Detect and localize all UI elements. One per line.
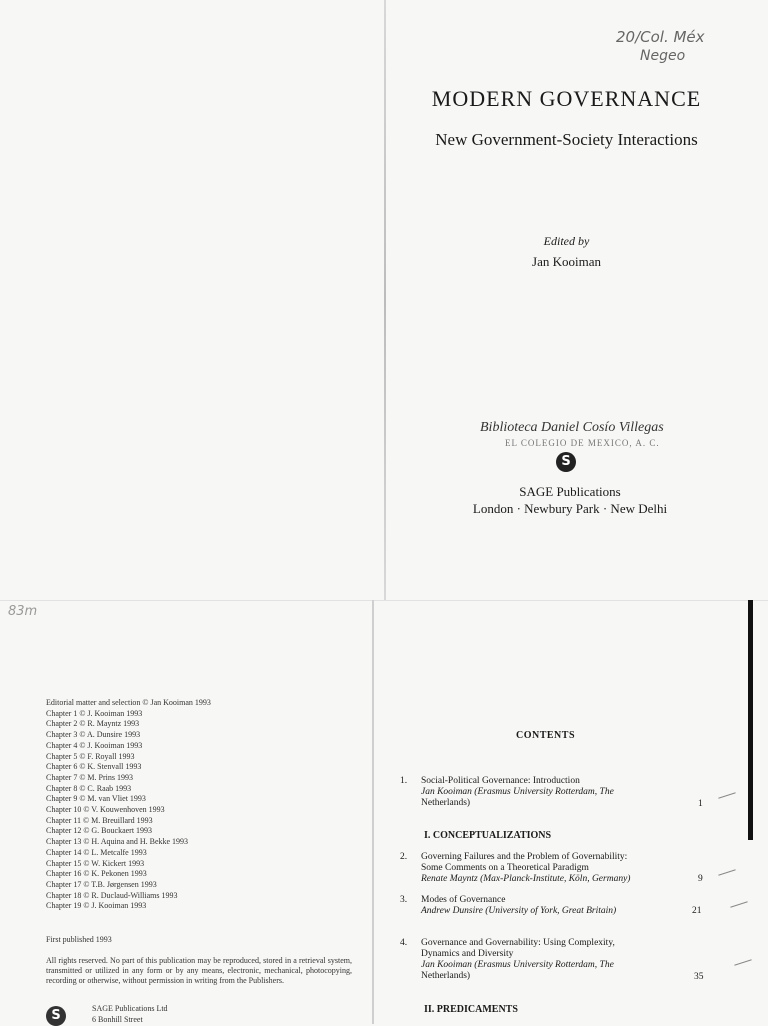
entry-4[interactable] xyxy=(421,938,615,982)
copyright-line: Chapter 16 © K. Pekonen 1993 xyxy=(46,869,147,879)
entry-3-page: 21 xyxy=(692,906,702,916)
editor-name: Jan Kooiman xyxy=(532,254,601,269)
handwritten-note: 83m xyxy=(8,604,38,619)
first-published: First published 1993 xyxy=(46,935,112,944)
pencil-mark xyxy=(734,959,751,966)
pencil-mark xyxy=(718,792,735,799)
copyright-line: Chapter 15 © W. Kickert 1993 xyxy=(46,858,145,868)
copyright-line: Chapter 4 © J. Kooiman 1993 xyxy=(46,740,143,750)
copyright-line: Chapter 1 © J. Kooiman 1993 xyxy=(46,708,143,718)
entry-4-title: Governance and Governability: Using Complexity, xyxy=(421,938,615,948)
book-spine-bottom xyxy=(372,600,374,1024)
copyright-line: Chapter 5 © F. Royall 1993 xyxy=(46,751,135,761)
publisher-cities: London · Newbury Park · New Delhi xyxy=(472,501,668,516)
copyright-line: Chapter 14 © L. Metcalfe 1993 xyxy=(46,847,147,857)
copyright-line: Chapter 13 © H. Aquina and H. Bekke 1993 xyxy=(46,837,189,847)
pencil-mark xyxy=(718,869,735,876)
rights-notice: All rights reserved. No part of this publication may be reproduced, stored in a retrieval system, transmitted or utilized in any form or by any means, electronic, mechanical, photocopying, recording or otherwise, without permission in writing from the Publishers. xyxy=(46,956,352,985)
entry-4-number: 4. xyxy=(400,938,408,948)
publisher-address-line2: 6 Bonhill Street xyxy=(92,1015,143,1024)
page-edge-shadow xyxy=(748,600,753,840)
publisher-name: SAGE Publications xyxy=(519,484,621,499)
copyright-line: Chapter 18 © R. Duclaud-Williams 1993 xyxy=(46,890,178,900)
entry-3-number: 3. xyxy=(400,895,408,905)
copyright-line: Chapter 17 © T.B. Jørgensen 1993 xyxy=(46,879,157,889)
sage-logo-icon-small: S xyxy=(46,1006,66,1026)
entry-4-page: 35 xyxy=(694,972,704,982)
page-divider xyxy=(0,600,768,601)
entry-1-number: 1. xyxy=(400,776,408,786)
copyright-line: Chapter 12 © G. Bouckaert 1993 xyxy=(46,826,153,836)
copyright-line: Chapter 2 © R. Mayntz 1993 xyxy=(46,719,140,729)
entry-3-title: Modes of Governance xyxy=(421,895,506,905)
entry-2-author: Renate Mayntz (Max-Planck-Institute, Köln, Germany) xyxy=(421,874,631,884)
handwritten-call-number: 20/Col. Méx xyxy=(616,28,705,46)
copyright-line: Chapter 11 © M. Breuillard 1993 xyxy=(46,815,153,825)
sage-logo-icon: S xyxy=(556,452,576,472)
copyright-line: Editorial matter and selection © Jan Kooiman 1993 xyxy=(46,698,211,707)
entry-4-affiliation: Netherlands) xyxy=(421,971,471,981)
entry-3[interactable] xyxy=(421,895,616,917)
entry-1-title: Social-Political Governance: Introduction xyxy=(421,776,580,786)
entry-2[interactable] xyxy=(421,852,630,885)
book-subtitle: New Government-Society Interactions xyxy=(435,130,698,149)
contents-heading: CONTENTS xyxy=(516,730,576,741)
pencil-mark xyxy=(730,901,747,908)
copyright-list xyxy=(46,698,211,912)
copyright-line: Chapter 9 © M. van Vliet 1993 xyxy=(46,794,146,804)
entry-3-author: Andrew Dunsire (University of York, Great Britain) xyxy=(421,906,617,916)
section-predicaments: II. PREDICAMENTS xyxy=(424,1004,518,1015)
copyright-line: Chapter 6 © K. Stenvall 1993 xyxy=(46,762,142,772)
copyright-line: Chapter 19 © J. Kooiman 1993 xyxy=(46,901,147,911)
entry-2-page: 9 xyxy=(698,874,703,884)
entry-4-title-2: Dynamics and Diversity xyxy=(421,949,514,959)
copyright-line: Chapter 7 © M. Prins 1993 xyxy=(46,772,133,782)
entry-2-number: 2. xyxy=(400,852,408,862)
copyright-line: Chapter 8 © C. Raab 1993 xyxy=(46,783,132,793)
entry-4-author: Jan Kooiman (Erasmus University Rotterdam, The xyxy=(421,960,614,970)
library-stamp: Biblioteca Daniel Cosío Villegas xyxy=(480,420,664,435)
section-conceptualizations: I. CONCEPTUALIZATIONS xyxy=(424,830,552,841)
entry-1-affiliation: Netherlands) xyxy=(421,798,471,808)
copyright-line: Chapter 10 © V. Kouwenhoven 1993 xyxy=(46,805,165,815)
entry-2-title: Governing Failures and the Problem of Governability: xyxy=(421,852,628,862)
copyright-line: Chapter 3 © A. Dunsire 1993 xyxy=(46,730,141,740)
edited-by-label: Edited by xyxy=(543,234,590,248)
handwritten-call-number-2: Negeo xyxy=(640,48,686,64)
library-stamp-subtitle: EL COLEGIO DE MEXICO, A. C. xyxy=(505,438,660,448)
entry-1-page: 1 xyxy=(698,799,703,809)
entry-1-author: Jan Kooiman (Erasmus University Rotterdam, The xyxy=(421,787,614,797)
entry-1[interactable] xyxy=(421,776,614,809)
publisher-address-line1: SAGE Publications Ltd xyxy=(92,1004,168,1013)
entry-2-title-2: Some Comments on a Theoretical Paradigm xyxy=(421,863,589,873)
book-title: MODERN GOVERNANCE xyxy=(431,86,702,111)
